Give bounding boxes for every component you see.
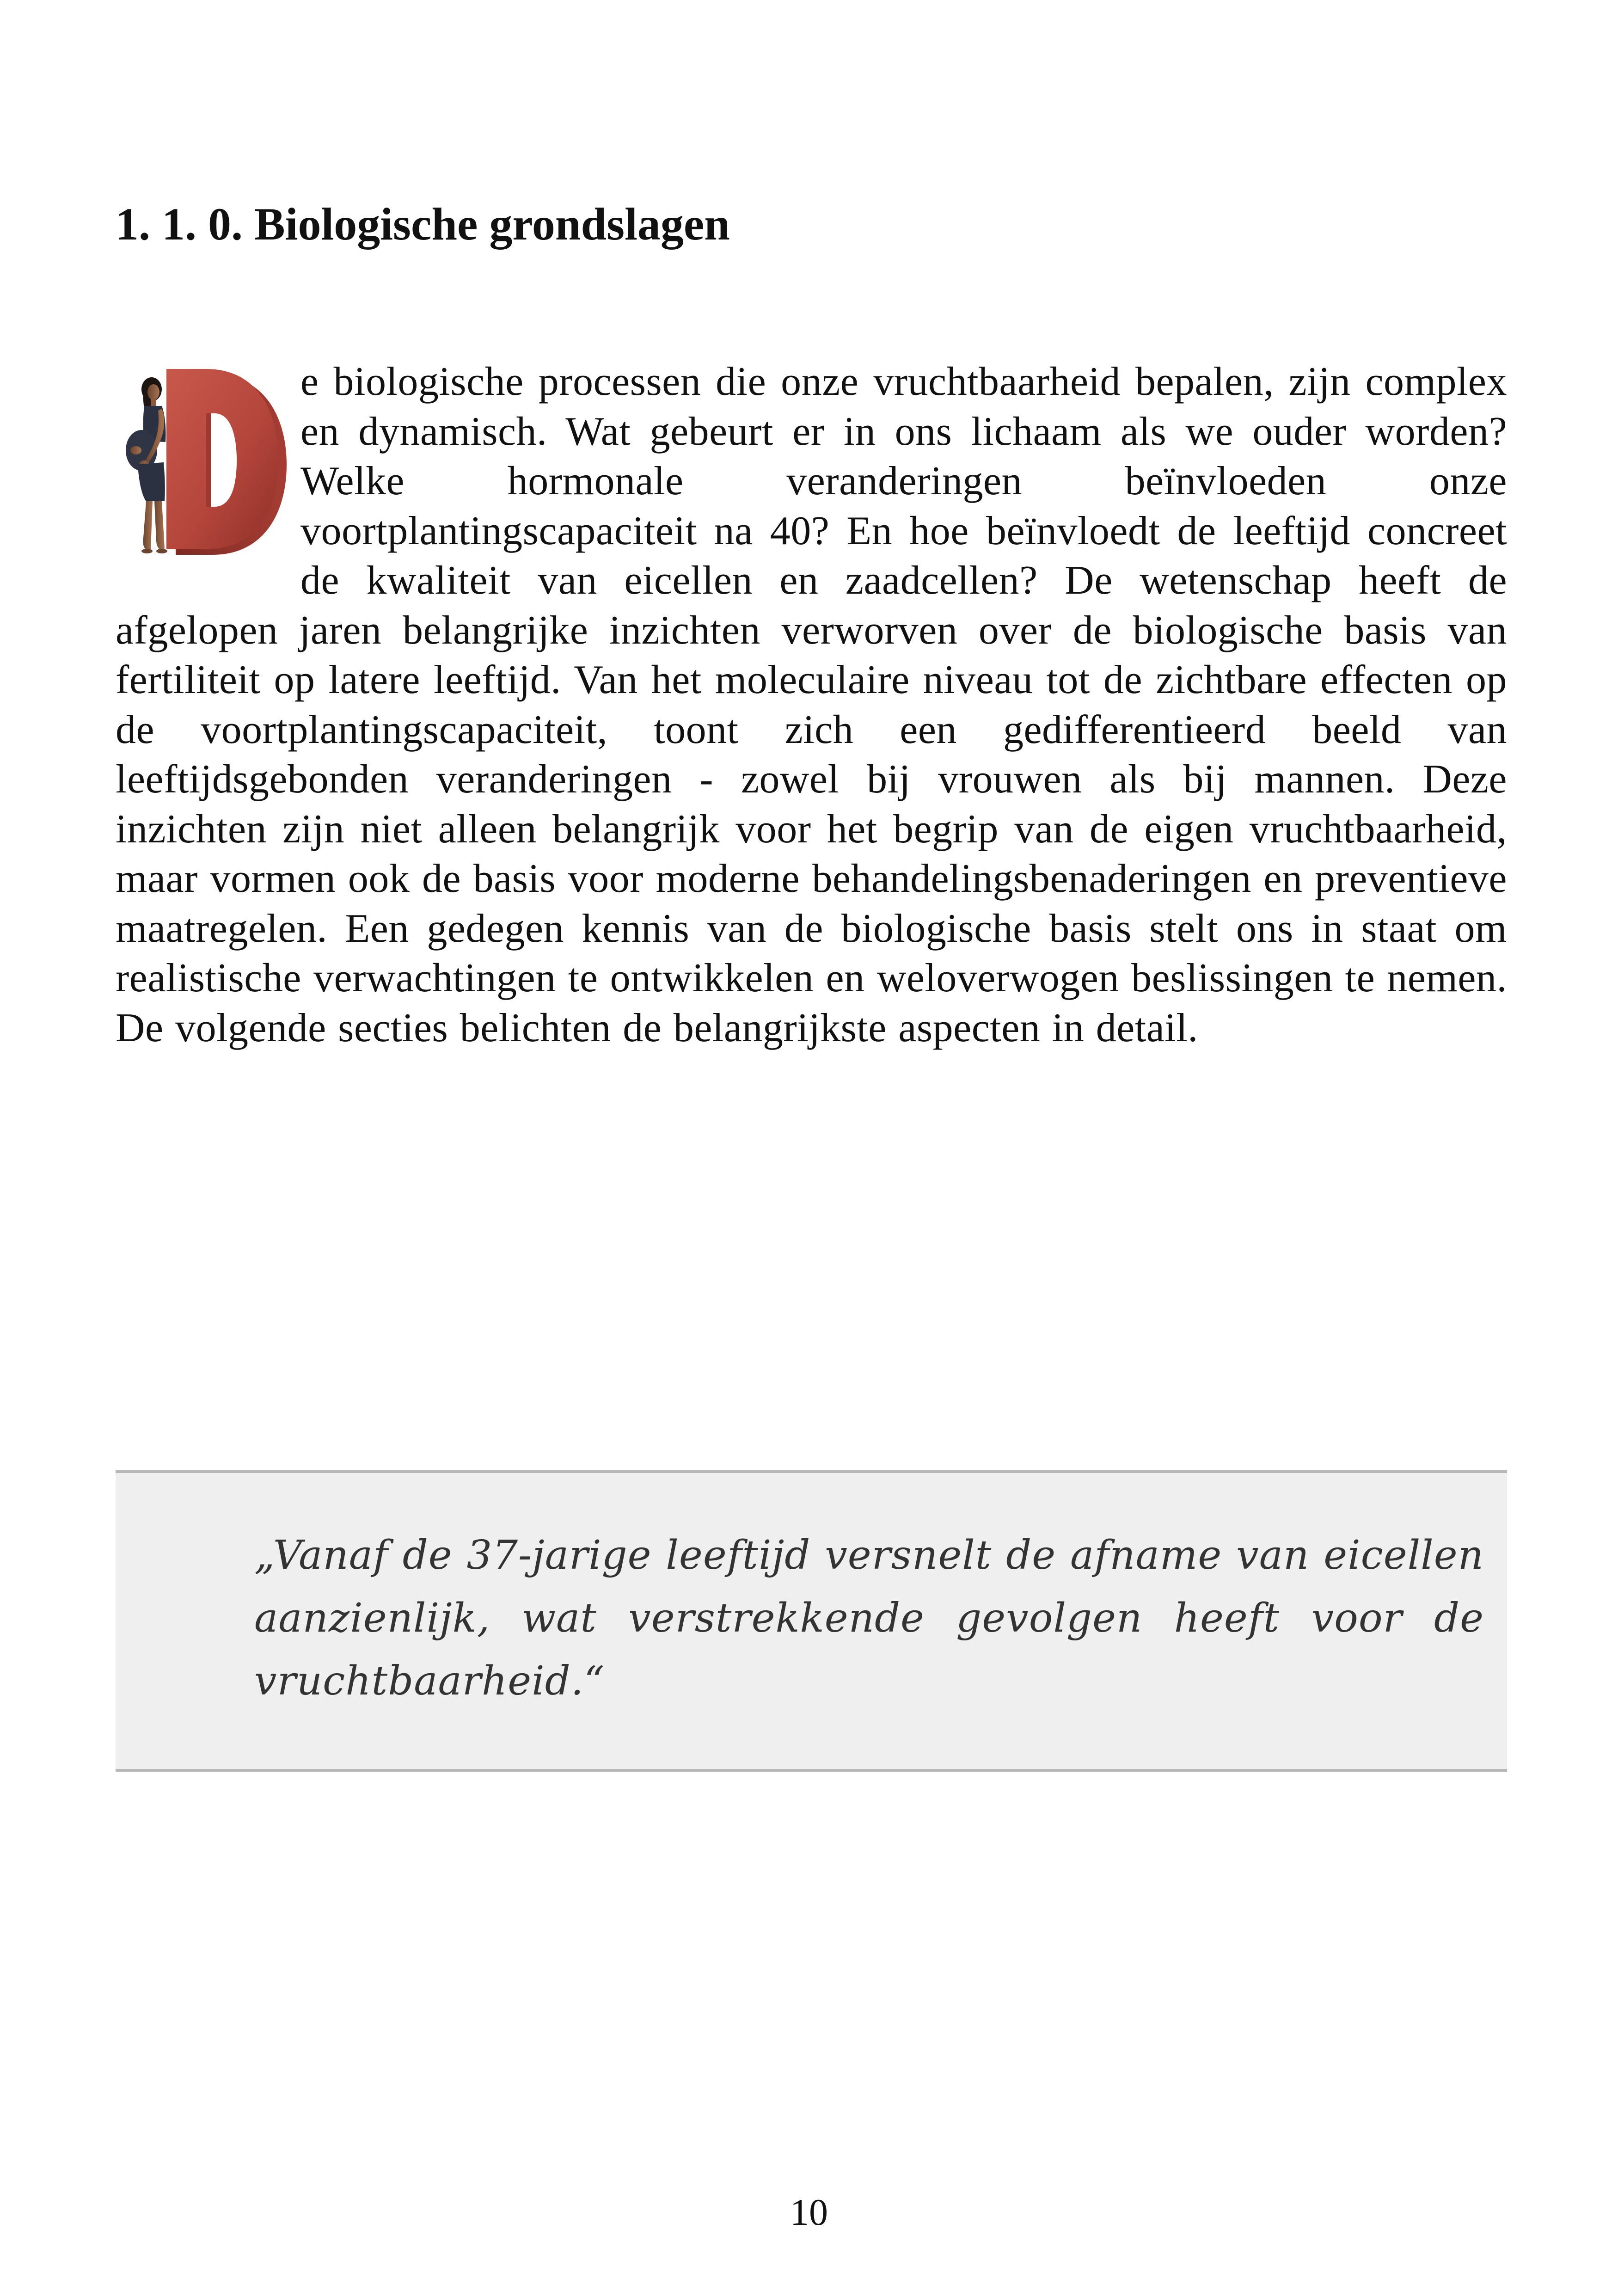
pregnant-woman-figure — [126, 377, 167, 553]
page-number: 10 — [790, 2191, 828, 2233]
intro-paragraph-text: e biologische processen die onze vruchtbaarheid bepalen, zijn complex en dynamisch. Wat gebeurt er in ons lichaam als we ouder worden? Welke hormonale veranderingen beïnvloeden onze voortplantingscapaciteit na 40? En hoe beïnvloedt de leeftijd concreet de kwaliteit van eicellen en zaadcellen? De wetenschap heeft de afgelopen jaren belangrijke inzichten verworven over de biologische basis van fertiliteit op latere leeftijd. Van het moleculaire niveau tot de zichtbare effecten op de voortplantingscapaciteit, toont zich een gedifferentieerd beeld van leeftijdsgebonden veranderingen - zowel bij vrouwen als bij mannen. Deze inzichten zijn niet alleen belangrijk voor het begrip van de eigen vruchtbaarheid, maar vormen ook de basis voor moderne behandelingsbenaderingen en preventieve maatregelen. Een gedegen kennis van de biologische basis stelt ons in staat om realistische verwachtingen te ontwikkelen en weloverwogen beslissingen te nemen. De volgende secties belichten de belangrijkste aspecten in detail. — [116, 359, 1507, 1050]
pull-quote-text: „Vanaf de 37-jarige leeftijd versnelt de afname van eicellen aanzienlijk, wat verstrekkende gevolgen heeft voor de vruchtbaarheid.“ — [254, 1532, 1484, 1704]
drop-cap-d-icon — [116, 362, 287, 561]
intro-paragraph — [116, 357, 1507, 1053]
section-heading: 1. 1. 0. Biologische grondslagen — [116, 198, 730, 250]
pull-quote-box — [116, 1470, 1507, 1772]
